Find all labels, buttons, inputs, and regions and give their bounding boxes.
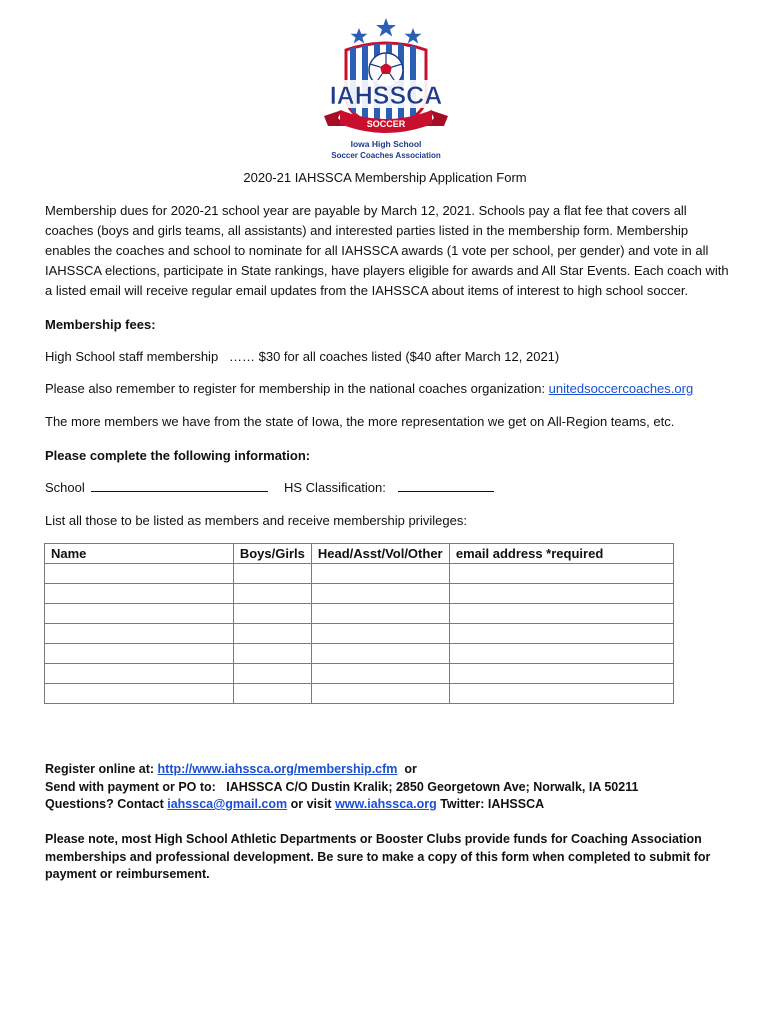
united-soccer-coaches-link[interactable]: unitedsoccercoaches.org — [548, 381, 694, 396]
table-row — [45, 664, 674, 684]
table-row — [45, 564, 674, 584]
contact-email-link[interactable]: iahssca@gmail.com — [167, 797, 288, 811]
role-cell[interactable] — [311, 604, 449, 624]
questions-suffix: Twitter: IAHSSCA — [436, 797, 545, 811]
gender-cell[interactable] — [233, 664, 311, 684]
funding-note: Please note, most High School Athletic Departments or Booster Clubs provide funds for Coaching Association memberships and professional development. Be sure to make a copy of this form when completed to submit for payment or reimbursement. — [45, 832, 711, 881]
name-cell[interactable] — [45, 624, 234, 644]
table-header-row — [45, 544, 674, 564]
school-row — [45, 478, 730, 498]
reminder-text: Please also remember to register for membership in the national coaches organization: — [45, 381, 549, 396]
email-cell[interactable] — [449, 584, 673, 604]
table-row — [45, 644, 674, 664]
questions-line — [45, 797, 544, 811]
star-icon — [376, 18, 396, 37]
table-row — [45, 624, 674, 644]
email-cell[interactable] — [449, 644, 673, 664]
classification-field[interactable] — [398, 479, 494, 492]
school-field[interactable] — [91, 479, 268, 492]
role-cell[interactable] — [311, 564, 449, 584]
email-cell[interactable] — [449, 684, 673, 704]
role-cell[interactable] — [311, 644, 449, 664]
website-link[interactable]: www.iahssca.org — [335, 797, 437, 811]
role-cell[interactable] — [311, 684, 449, 704]
gender-cell[interactable] — [233, 584, 311, 604]
members-table — [44, 543, 674, 704]
email-cell[interactable] — [449, 664, 673, 684]
representation-line: The more members we have from the state of Iowa, the more representation we get on All-Region teams, etc. — [45, 414, 675, 429]
intro-paragraph: Membership dues for 2020-21 school year are payable by March 12, 2021. Schools pay a flat fee that covers all coaches (boys and girls teams, all assistants) and interested parties listed in the membership form. Membership enables the coaches and school to nominate for all IAHSSCA awards (1 vote per school, per gender) and vote in all IAHSSCA elections, participate in State rankings, have players eligible for awards and All Star Events. Each coach with a listed email will receive regular email updates from the IAHSSCA about items of interest to high school soccer. — [45, 203, 729, 298]
column-header-gender: Boys/Girls — [233, 544, 311, 564]
logo-banner-text: SOCCER — [366, 119, 406, 129]
star-icon — [405, 28, 422, 44]
questions-mid: or visit — [287, 797, 336, 811]
form-title: 2020-21 IAHSSCA Membership Application Form — [243, 170, 527, 185]
column-header-email: email address *required — [449, 544, 673, 564]
register-suffix: or — [397, 762, 417, 776]
role-cell[interactable] — [311, 664, 449, 684]
table-row — [45, 684, 674, 704]
name-cell[interactable] — [45, 644, 234, 664]
role-cell[interactable] — [311, 584, 449, 604]
questions-label: Questions? Contact — [45, 797, 168, 811]
gender-cell[interactable] — [233, 564, 311, 584]
star-icon — [351, 28, 368, 44]
column-header-name: Name — [45, 544, 234, 564]
email-cell[interactable] — [449, 624, 673, 644]
register-label: Register online at: — [45, 762, 158, 776]
name-cell[interactable] — [45, 604, 234, 624]
gender-cell[interactable] — [233, 644, 311, 664]
name-cell[interactable] — [45, 684, 234, 704]
membership-link[interactable]: http://www.iahssca.org/membership.cfm — [157, 762, 398, 776]
name-cell[interactable] — [45, 564, 234, 584]
table-row — [45, 584, 674, 604]
info-heading: Please complete the following information: — [45, 448, 311, 463]
classification-label: HS Classification: — [284, 480, 386, 495]
send-line: Send with payment or PO to: IAHSSCA C/O Dustin Kralik; 2850 Georgetown Ave; Norwalk, IA 50211 — [45, 780, 639, 794]
logo-sub-line2: Soccer Coaches Association — [331, 151, 441, 160]
school-label: School — [45, 480, 85, 495]
iahssca-logo — [316, 14, 456, 162]
name-cell[interactable] — [45, 664, 234, 684]
fees-line: High School staff membership …… $30 for all coaches listed ($40 after March 12, 2021) — [45, 349, 560, 364]
name-cell[interactable] — [45, 584, 234, 604]
reminder-line — [45, 379, 730, 399]
table-row — [45, 604, 674, 624]
register-line — [45, 762, 417, 776]
gender-cell[interactable] — [233, 684, 311, 704]
gender-cell[interactable] — [233, 624, 311, 644]
email-cell[interactable] — [449, 604, 673, 624]
gender-cell[interactable] — [233, 604, 311, 624]
fees-heading: Membership fees: — [45, 317, 156, 332]
list-instruction: List all those to be listed as members and receive membership privileges: — [45, 513, 467, 528]
logo-sub-line1: Iowa High School — [350, 139, 422, 149]
role-cell[interactable] — [311, 624, 449, 644]
column-header-role: Head/Asst/Vol/Other — [311, 544, 449, 564]
logo-main-text: IAHSSCA — [329, 82, 443, 110]
email-cell[interactable] — [449, 564, 673, 584]
